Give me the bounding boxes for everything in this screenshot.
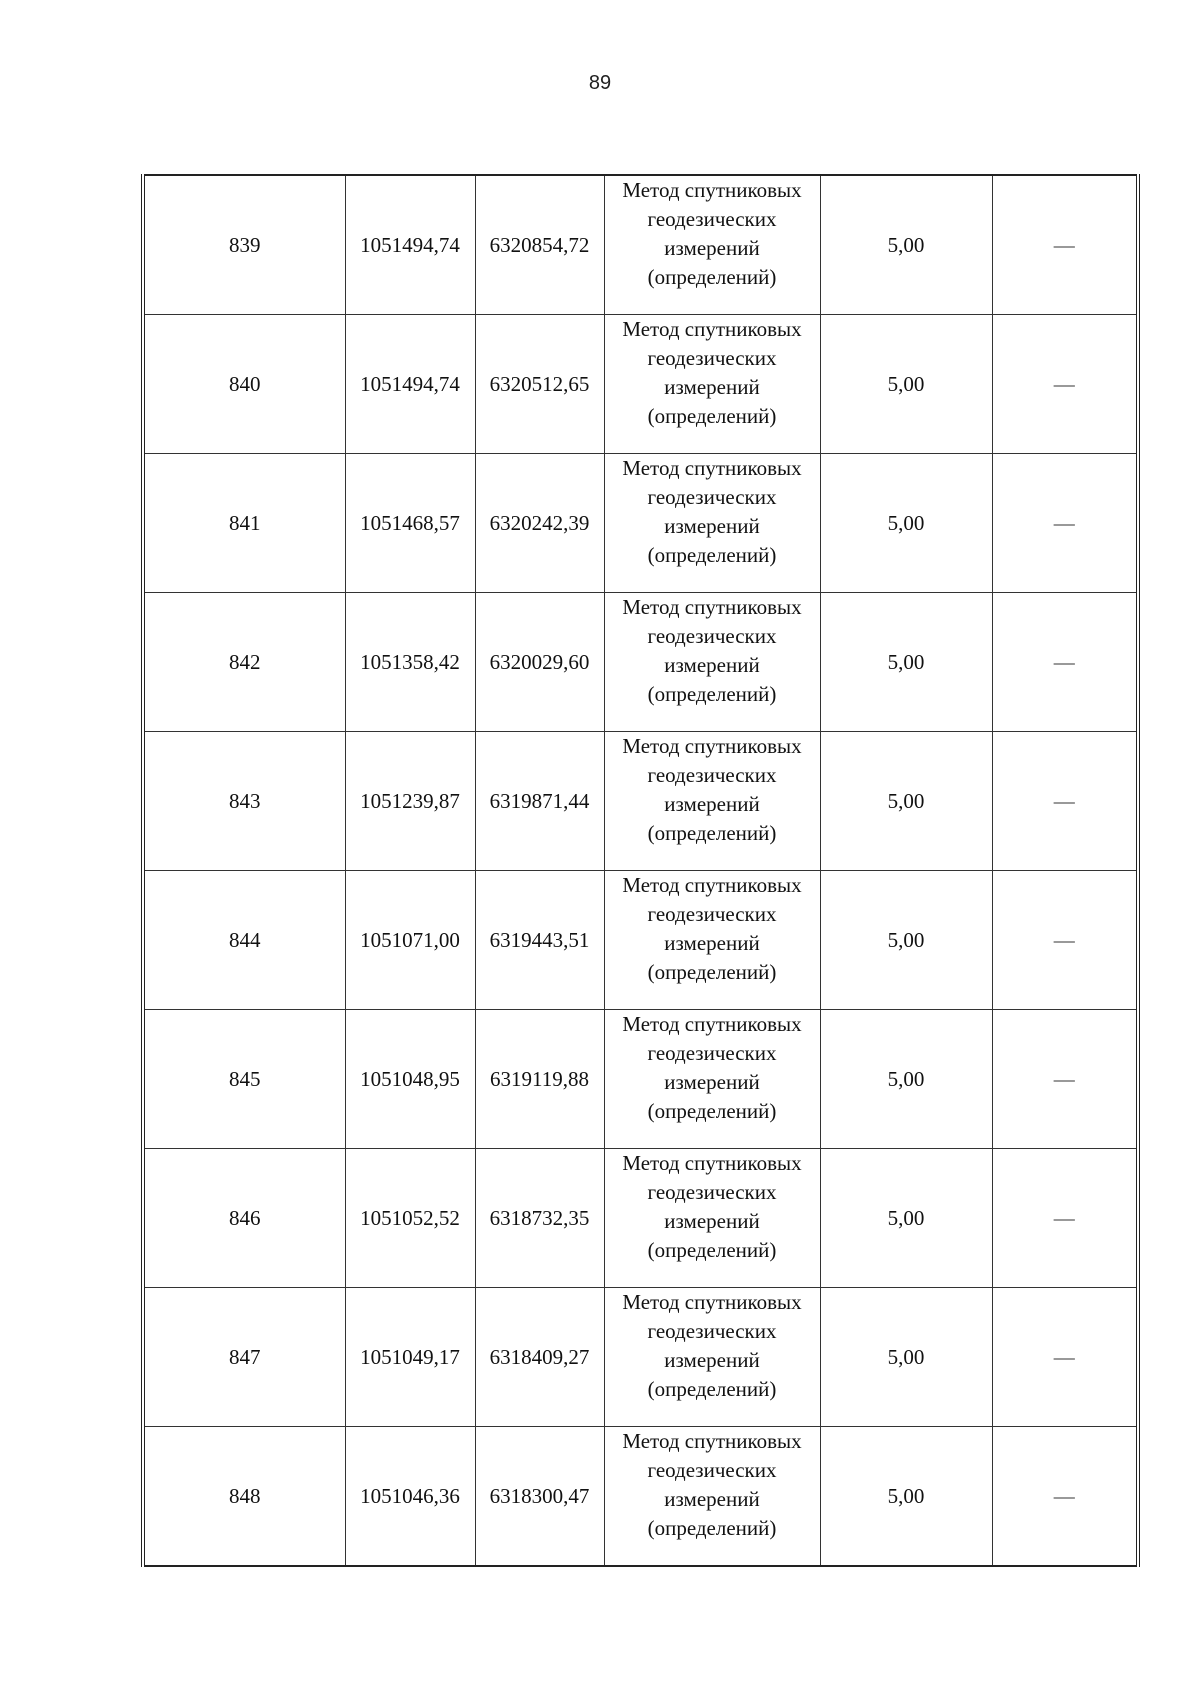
method-line: измерений	[664, 792, 760, 816]
method-line: геодезических	[647, 1319, 777, 1343]
method-line: измерений	[664, 1487, 760, 1511]
x-coordinate-cell: 1051468,57	[345, 454, 475, 593]
y-coordinate-cell: 6320029,60	[475, 593, 604, 732]
point-number-cell: 847	[143, 1288, 345, 1427]
method-line: (определений)	[647, 960, 777, 984]
x-coordinate-cell: 1051494,74	[345, 315, 475, 454]
method-line: измерений	[664, 931, 760, 955]
table-row	[143, 1149, 1138, 1288]
method-line: Метод спутниковых	[622, 1151, 802, 1175]
table-row	[143, 1427, 1138, 1567]
method-cell	[604, 1427, 820, 1567]
method-line: геодезических	[647, 207, 777, 231]
accuracy-cell: 5,00	[820, 175, 992, 315]
method-line: геодезических	[647, 763, 777, 787]
note-cell: —	[992, 732, 1138, 871]
method-line: Метод спутниковых	[622, 873, 802, 897]
method-line: измерений	[664, 1348, 760, 1372]
x-coordinate-cell: 1051049,17	[345, 1288, 475, 1427]
table-row	[143, 454, 1138, 593]
accuracy-cell: 5,00	[820, 1288, 992, 1427]
method-line: геодезических	[647, 902, 777, 926]
method-line: Метод спутниковых	[622, 1290, 802, 1314]
x-coordinate-cell: 1051048,95	[345, 1010, 475, 1149]
method-line: геодезических	[647, 346, 777, 370]
method-cell	[604, 315, 820, 454]
x-coordinate-cell: 1051494,74	[345, 175, 475, 315]
method-line: измерений	[664, 653, 760, 677]
method-cell	[604, 1149, 820, 1288]
table-row	[143, 1288, 1138, 1427]
method-line: геодезических	[647, 1458, 777, 1482]
method-cell	[604, 871, 820, 1010]
accuracy-cell: 5,00	[820, 1427, 992, 1567]
y-coordinate-cell: 6319871,44	[475, 732, 604, 871]
coordinates-table	[141, 174, 1140, 1567]
note-cell: —	[992, 871, 1138, 1010]
table-body	[143, 175, 1138, 1566]
method-line: измерений	[664, 236, 760, 260]
y-coordinate-cell: 6320242,39	[475, 454, 604, 593]
note-cell: —	[992, 1010, 1138, 1149]
method-cell	[604, 1010, 820, 1149]
point-number-cell: 841	[143, 454, 345, 593]
point-number-cell: 848	[143, 1427, 345, 1567]
point-number-cell: 844	[143, 871, 345, 1010]
method-line: Метод спутниковых	[622, 317, 802, 341]
accuracy-cell: 5,00	[820, 1010, 992, 1149]
coordinates-table-container	[141, 174, 1136, 1567]
point-number-cell: 846	[143, 1149, 345, 1288]
method-cell	[604, 454, 820, 593]
accuracy-cell: 5,00	[820, 1149, 992, 1288]
method-line: измерений	[664, 1070, 760, 1094]
method-line: (определений)	[647, 404, 777, 428]
x-coordinate-cell: 1051071,00	[345, 871, 475, 1010]
method-line: Метод спутниковых	[622, 456, 802, 480]
accuracy-cell: 5,00	[820, 593, 992, 732]
table-row	[143, 315, 1138, 454]
note-cell: —	[992, 175, 1138, 315]
method-line: (определений)	[647, 1377, 777, 1401]
method-line: Метод спутниковых	[622, 1429, 802, 1453]
table-row	[143, 1010, 1138, 1149]
y-coordinate-cell: 6318409,27	[475, 1288, 604, 1427]
method-line: Метод спутниковых	[622, 1012, 802, 1036]
method-line: Метод спутниковых	[622, 734, 802, 758]
y-coordinate-cell: 6320854,72	[475, 175, 604, 315]
table-row	[143, 871, 1138, 1010]
x-coordinate-cell: 1051239,87	[345, 732, 475, 871]
note-cell: —	[992, 593, 1138, 732]
method-line: (определений)	[647, 1099, 777, 1123]
note-cell: —	[992, 1149, 1138, 1288]
method-line: Метод спутниковых	[622, 178, 802, 202]
point-number-cell: 840	[143, 315, 345, 454]
accuracy-cell: 5,00	[820, 454, 992, 593]
point-number-cell: 839	[143, 175, 345, 315]
accuracy-cell: 5,00	[820, 732, 992, 871]
method-line: (определений)	[647, 265, 777, 289]
note-cell: —	[992, 454, 1138, 593]
point-number-cell: 842	[143, 593, 345, 732]
method-line: геодезических	[647, 1041, 777, 1065]
page-number: 89	[588, 72, 612, 94]
method-line: (определений)	[647, 1238, 777, 1262]
y-coordinate-cell: 6319443,51	[475, 871, 604, 1010]
method-cell	[604, 593, 820, 732]
method-line: Метод спутниковых	[622, 595, 802, 619]
method-line: (определений)	[647, 682, 777, 706]
note-cell: —	[992, 1288, 1138, 1427]
x-coordinate-cell: 1051052,52	[345, 1149, 475, 1288]
method-line: измерений	[664, 375, 760, 399]
method-line: геодезических	[647, 624, 777, 648]
table-row	[143, 175, 1138, 315]
method-line: (определений)	[647, 543, 777, 567]
method-line: (определений)	[647, 1516, 777, 1540]
table-row	[143, 732, 1138, 871]
note-cell: —	[992, 315, 1138, 454]
method-line: геодезических	[647, 485, 777, 509]
method-cell	[604, 1288, 820, 1427]
method-line: геодезических	[647, 1180, 777, 1204]
method-line: измерений	[664, 514, 760, 538]
method-line: (определений)	[647, 821, 777, 845]
y-coordinate-cell: 6318732,35	[475, 1149, 604, 1288]
accuracy-cell: 5,00	[820, 871, 992, 1010]
note-cell: —	[992, 1427, 1138, 1567]
accuracy-cell: 5,00	[820, 315, 992, 454]
table-row	[143, 593, 1138, 732]
method-line: измерений	[664, 1209, 760, 1233]
x-coordinate-cell: 1051358,42	[345, 593, 475, 732]
point-number-cell: 843	[143, 732, 345, 871]
x-coordinate-cell: 1051046,36	[345, 1427, 475, 1567]
y-coordinate-cell: 6318300,47	[475, 1427, 604, 1567]
method-cell	[604, 732, 820, 871]
y-coordinate-cell: 6319119,88	[475, 1010, 604, 1149]
method-cell	[604, 175, 820, 315]
y-coordinate-cell: 6320512,65	[475, 315, 604, 454]
point-number-cell: 845	[143, 1010, 345, 1149]
